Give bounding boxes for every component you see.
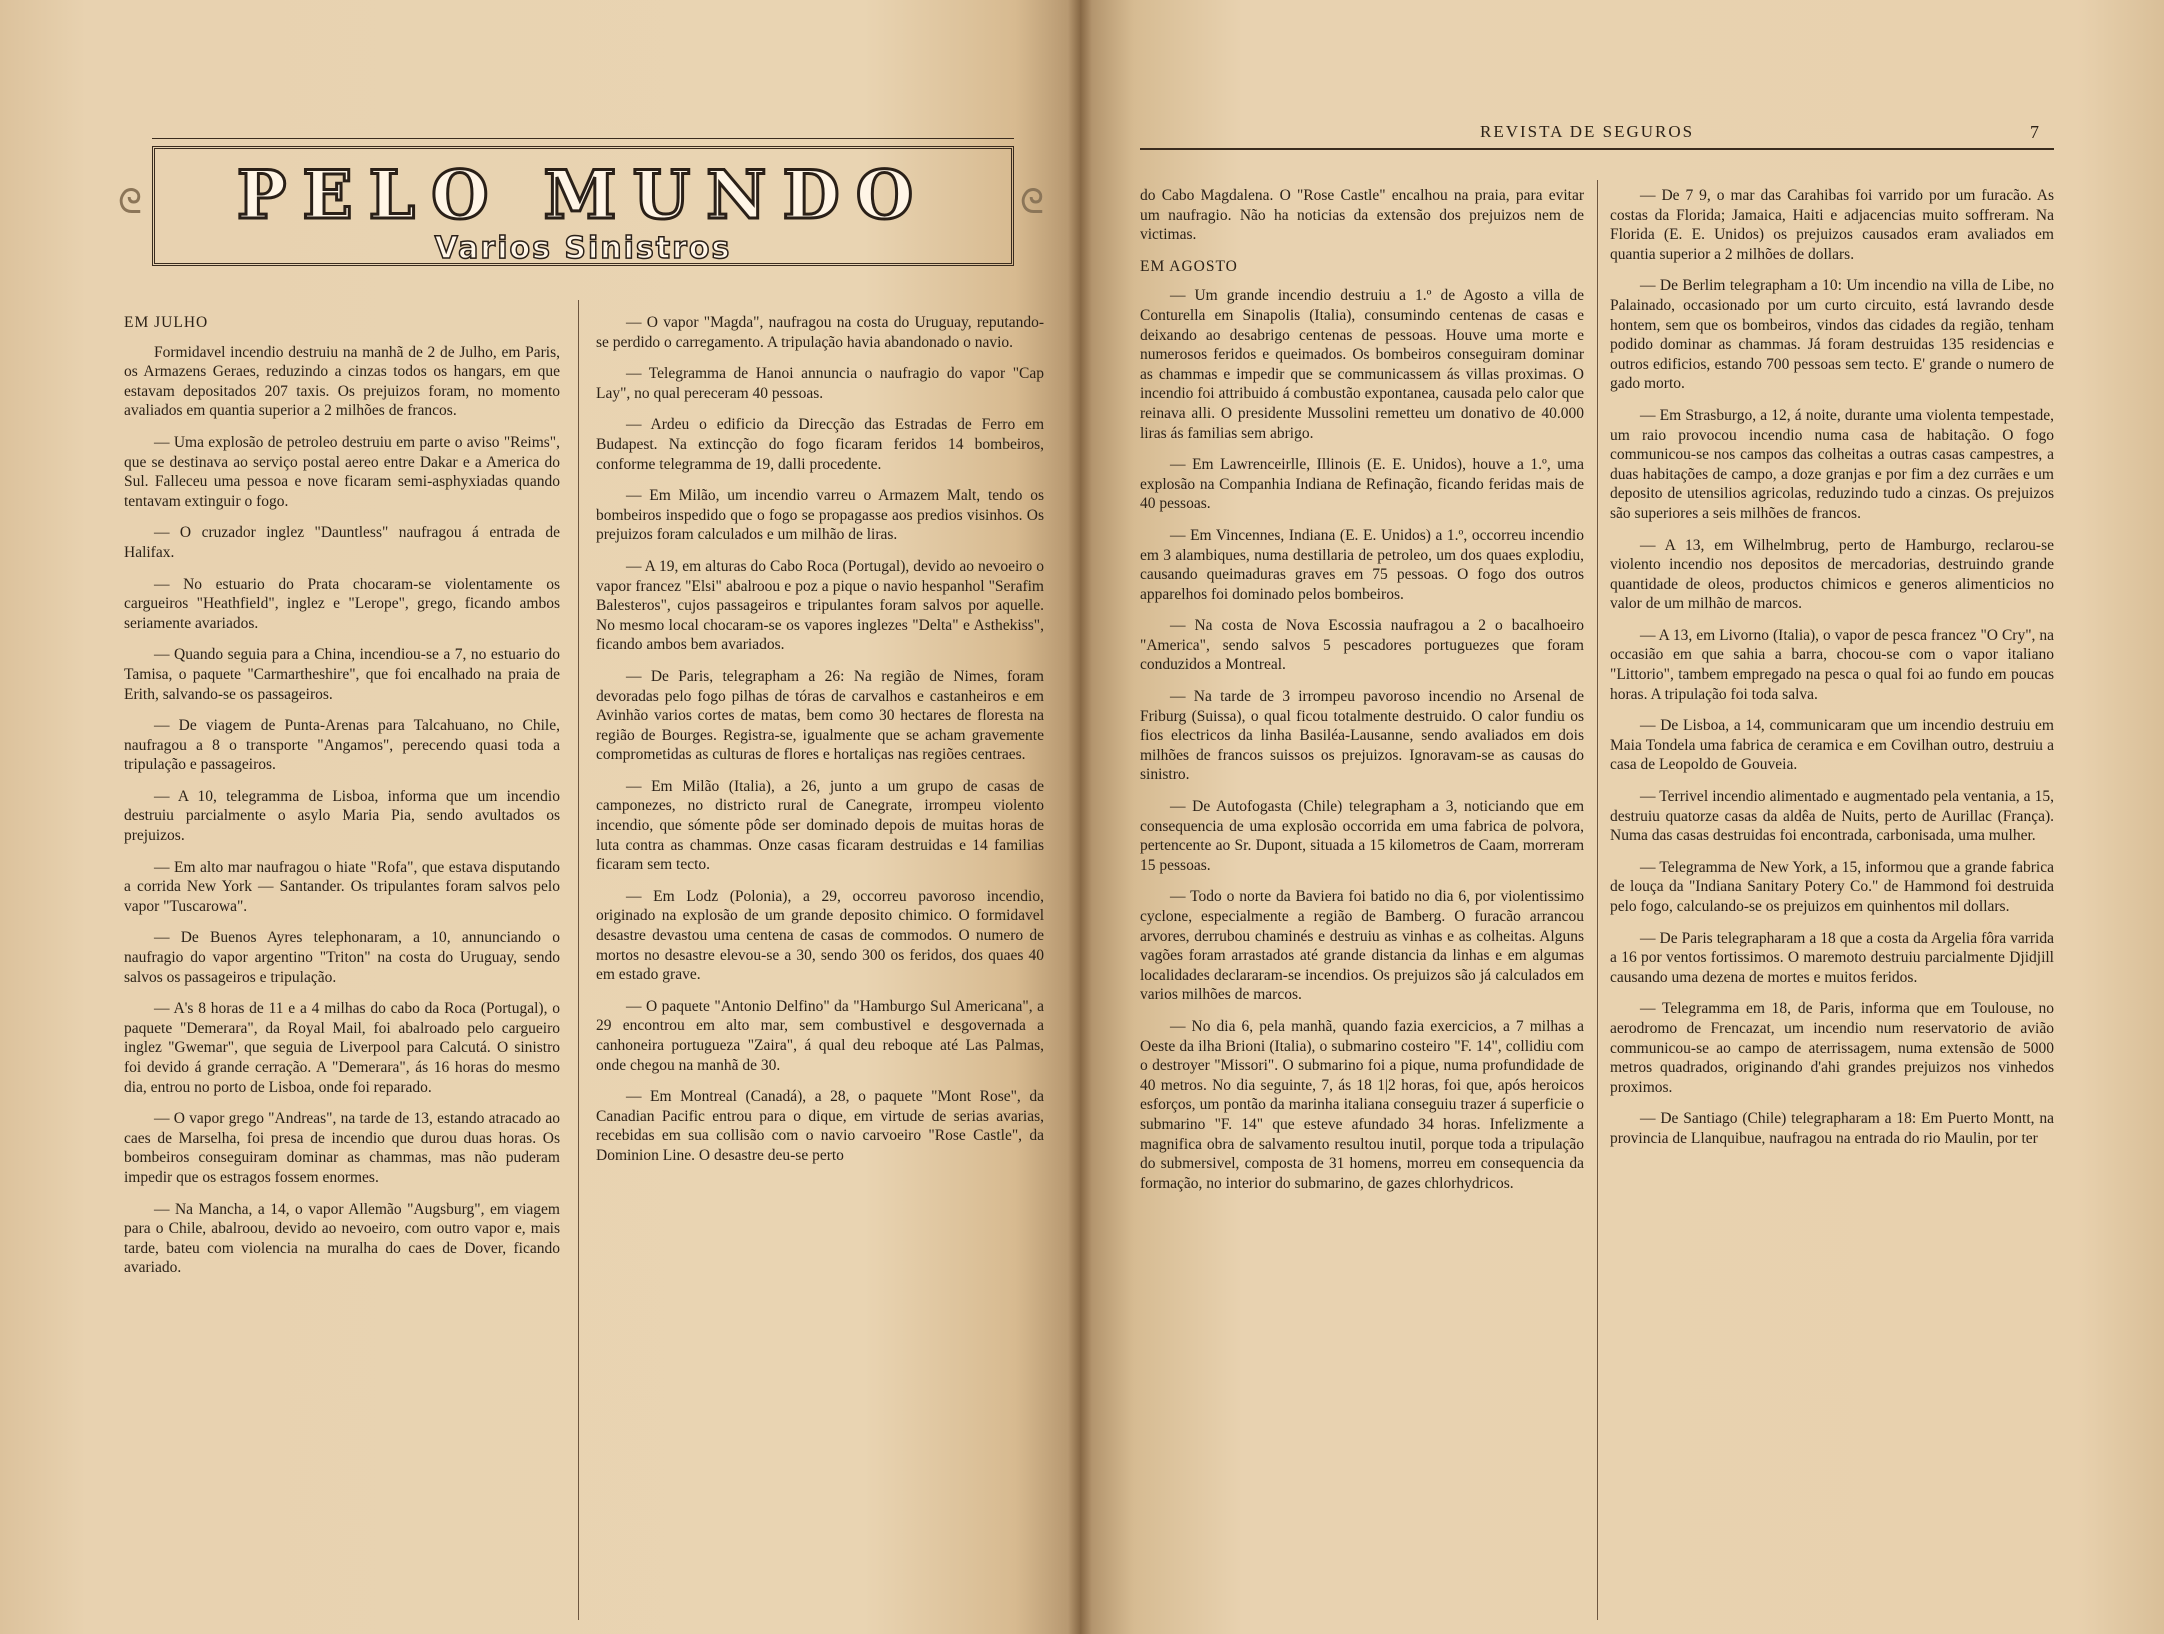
news-item: — De Lisboa, a 14, communicaram que um incendio destruiu em Maia Tondela uma fabrica de ceramica e em Covilhan outro, destruiu a casa de Leopoldo de Gouveia. <box>1610 717 2054 774</box>
right-ornament-icon: ᘓ <box>1020 182 1044 222</box>
news-item: — A's 8 horas de 11 e a 4 milhas do cabo da Roca (Portugal), o paquete "Demerara", da Royal Mail, foi abalroado pelo cargueiro inglez "Gwemar", que seguia de Liverpool para Calcutá. O sinistro foi devido á grande cerração. A "Demerara", ás 16 horas do mesmo dia, entrou no porto de Lisboa, onde foi reparado. <box>124 1000 560 1096</box>
article-list <box>1610 186 2054 1149</box>
news-item: — De Paris telegrapharam a 18 que a costa da Argelia fôra varrida a 16 por ventos fortissimos. O maremoto destruiu parcialmente Djidjill causando uma dezena de mortes e muitos feridos. <box>1610 929 2054 986</box>
news-item: — O paquete "Antonio Delfino" da "Hamburgo Sul Americana", a 29 encontrou em alto mar, sem combustivel e desgovernada a canhoneira portugueza "Zaira", á qual deu reboque até Las Palmas, onde chegou na manhã de 30. <box>596 997 1044 1074</box>
news-item: — Quando seguia para a China, incendiou-se a 7, no estuario do Tamisa, o paquete "Carmartheshire", que foi encalhado na praia de Erith, salvando-se os passageiros. <box>124 646 560 703</box>
news-item: — De Buenos Ayres telephonaram, a 10, annunciando o naufragio do vapor argentino "Triton" na costa do Uruguay, sendo salvos os passageiros e tripulação. <box>124 929 560 986</box>
news-item: — Em Lodz (Polonia), a 29, occorreu pavoroso incendio, originado na explosão de um grande deposito chimico. O formidavel desastre devastou uma centena de casas de commodos. O numero de mortos no desastre elevou-se a 30, sendo 300 os feridos, dos quaes 40 em estado grave. <box>596 887 1044 984</box>
news-item: — Na costa de Nova Escossia naufragou a 2 o bacalhoeiro "America", sendo salvos 5 pescadores portuguezes que foram conduzidos a Montreal. <box>1140 617 1584 674</box>
right-column-2 <box>1610 186 2054 1161</box>
news-item: — Todo o norte da Baviera foi batido no dia 6, por violentissimo cyclone, especialmente a região de Bamberg. O furacão arrancou arvores, derrubou chaminés e destruiu as vinhas e as colheitas. Alguns vagões foram arrastados até grande distancia da linhas e em algumas localidades declararam-se incendios. Os prejuizos são já calculados em varios milhões de marcos. <box>1140 888 1584 1004</box>
page-number: 7 <box>2030 122 2039 142</box>
column-divider <box>578 300 579 1620</box>
news-item: — Em Strasburgo, a 12, á noite, durante uma violenta tempestade, um raio provocou incendio numa casa de habitação. O fogo communicou-se nos campos das colheitas a outras casas campestres, a duas habitações de campo, a doze granjas e por fim a dez currães e um deposito de utensilios agricolas, reduzindo tudo a cinzas. Os prejuizos são superiores a seis milhões de francos. <box>1610 406 2054 522</box>
column-divider <box>1597 180 1598 1620</box>
news-item: — Em Milão (Italia), a 26, junto a um grupo de casas de camponezes, no districto rural de Canegrate, irrompeu violento incendio, que sómente pôde ser dominado depois de muitas horas de luta contra as chammas. Onze casas ficaram destruidas e 14 familias ficaram sem tecto. <box>596 777 1044 874</box>
news-item: — Um grande incendio destruiu a 1.º de Agosto a villa de Conturella em Sinapolis (Italia), consumindo centenas de casas e deixando ao desabrigo centenas de pessoas. Houve uma morte e numerosos feridos e queimados. Os bombeiros conseguiram dominar as chammas e impedir que se communicassem ás villas proximas. O incendio foi attribuido á combustão expontanea, causada pelo calor que reinava alli. O presidente Mussolini remetteu um donativo de 40.000 liras ás familias sem abrigo. <box>1140 287 1584 442</box>
news-item: — Em Lawrenceirlle, Illinois (E. E. Unidos), houve a 1.º, uma explosão na Companhia Indiana de Refinação, ficando feridas mais de 40 pessoas. <box>1140 456 1584 513</box>
news-item: — Terrivel incendio alimentado e augmentado pela ventania, a 15, destruiu quatorze casas da aldêa de Nuits, perto de Aurillac (França). Numa das casas destruidas foi encontrada, carbonisada, uma mulher. <box>1610 788 2054 845</box>
news-item: — A 19, em alturas do Cabo Roca (Portugal), devido ao nevoeiro o vapor francez "Elsi" abalroou e poz a pique o navio hespanhol "Serafim Balesteros", cujos passageiros e tripulantes foram salvos por aquelle. No mesmo local chocaram-se os vapores inglezes "Delta" e Asthekiss", ficando ambos bem avariados. <box>596 557 1044 654</box>
section-heading-august: EM AGOSTO <box>1140 257 1238 275</box>
news-item: — No estuario do Prata chocaram-se violentamente os cargueiros "Heathfield", inglez e "Lerope", grego, ficando ambos seriamente avariados. <box>124 575 560 632</box>
title-banner <box>152 146 1014 266</box>
news-item: — O cruzador inglez "Dauntless" naufragou á entrada de Halifax. <box>124 524 560 561</box>
header-rule <box>1140 148 2054 150</box>
news-item: — Telegramma de New York, a 15, informou que a grande fabrica de louça da "Indiana Sanitary Potery Co." de Hammond foi destruida pelo fogo, calculando-se os prejuizos em quinhentos mil dollars. <box>1610 858 2054 915</box>
right-column-1 <box>1140 186 1584 1205</box>
news-item: — De Paris, telegrapham a 26: Na região de Nimes, foram devoradas pelo fogo pilhas de tóras de carvalhos e castanheiros e em Avinhão varios cortes de matas, bem como 30 hectares de floresta na região de Bourges. Registra-se, igualmente que se acham gravemente comprometidas as culturas de flores e hortaliças nas regiões centraes. <box>596 667 1044 764</box>
news-item: — A 10, telegramma de Lisboa, informa que um incendio destruiu parcialmente o asylo Maria Pia, sendo avultados os prejuizos. <box>124 787 560 845</box>
news-item: — Em Vincennes, Indiana (E. E. Unidos) a 1.º, occorreu incendio em 3 alambiques, numa destillaria de petroleo, um dos quaes explodiu, causando queimaduras graves em 75 pessoas. O fogo dos outros apparelhos foi dominado pelos bombeiros. <box>1140 526 1584 603</box>
news-item: — Ardeu o edificio da Direcção das Estradas de Ferro em Budapest. Na extincção do fogo ficaram feridos 14 bombeiros, conforme telegramma de 19, dalli procedente. <box>596 416 1044 473</box>
section-heading-july: EM JULHO <box>124 314 209 331</box>
news-item: — De Berlim telegrapham a 10: Um incendio na villa de Libe, no Palainado, occasionado por um curto circuito, está lavrando desde hontem, sem que os bombeiros, vindos das cidades da região, tenham podido dominar as chammas. Já foram destruidas 135 residencias e outros edificios, estando 700 pessoas sem tecto. E' grande o numero de gado morto. <box>1610 277 2054 393</box>
left-page <box>0 0 1080 1634</box>
news-item: — Na Mancha, a 14, o vapor Allemão "Augsburg", em viagem para o Chile, abalroou, devido ao nevoeiro, com outro vapor e, mais tarde, bateu com violencia na muralha do caes de Dover, ficando avariado. <box>124 1200 560 1277</box>
article-list <box>1140 286 1584 1193</box>
news-item: — Telegramma de Hanoi annuncia o naufragio do vapor "Cap Lay", no qual pereceram 40 pessoas. <box>596 365 1044 402</box>
page-title: PELO MUNDO <box>236 156 930 234</box>
news-item: Formidavel incendio destruiu na manhã de 2 de Julho, em Paris, os Armazens Geraes, reduzindo a cinzas todos os hangars, em que estavam depositados 207 taxis. Os prejuizos foram, no momento avaliados em quantia superior a 2 milhões de francos. <box>124 343 560 420</box>
news-item: — A 13, em Wilhelmbrug, perto de Hamburgo, reclarou-se violento incendio nos depositos de mercadorias, destruindo grande quantidade de oleos, productos chimicos e generos alimenticios no valor de um milhão de marcos. <box>1610 536 2054 613</box>
news-item: — De viagem de Punta-Arenas para Talcahuano, no Chile, naufragou a 8 o transporte "Angamos", perecendo quasi toda a tripulação e passageiros. <box>124 717 560 774</box>
news-item: — O vapor "Magda", naufragou na costa do Uruguay, reputando-se perdido o carregamento. A tripulação havia abandonado o navio. <box>596 314 1044 351</box>
title-top-rule <box>152 138 1014 139</box>
news-item: — De 7 9, o mar das Carahibas foi varrido por um furacão. As costas da Florida; Jamaica, Haiti e adjacencias muito soffreram. Na Florida (E. E. Unidos) os prejuizos causados eram avaliados em quantia superior a 2 milhões de dollars. <box>1610 187 2054 263</box>
news-item: — De Autofogasta (Chile) telegrapham a 3, noticiando que em consequencia de uma explosão occorrida em uma fabrica de polvora, pertencente ao Sr. Dupont, situada a 15 kilometros de Caam, morreram 15 pessoas. <box>1140 798 1584 874</box>
article-list <box>596 313 1044 1166</box>
page-subtitle: Varios Sinistros <box>434 231 732 266</box>
news-item: — A 13, em Livorno (Italia), o vapor de pesca francez "O Cry", na occasião em que sahia a barra, chocou-se com o vapor italiano "Littorio", tambem empregado na pesca o qual foi ao fundo em poucas horas. A tripulação foi toda salva. <box>1610 626 2054 703</box>
article-list <box>124 343 560 1278</box>
continued-paragraph: do Cabo Magdalena. O "Rose Castle" encalhou na praia, para evitar um naufragio. Não ha noticias da extensão dos prejuizos nem de victimas. <box>1140 187 1584 244</box>
left-column-2 <box>596 313 1044 1178</box>
news-item: — Em Montreal (Canadá), a 28, o paquete "Mont Rose", da Canadian Pacific entrou para o dique, em virtude de serias avarias, recebidas em sua collisão com o navio carvoeiro "Rose Castle", da Dominion Line. O desastre deu-se perto <box>596 1088 1044 1164</box>
news-item: — Em Milão, um incendio varreu o Armazem Malt, tendo os bombeiros inspedido que o fogo se propagasse aos predios visinhos. Os prejuizos foram calculados e um milhão de liras. <box>596 487 1044 544</box>
news-item: — Em alto mar naufragou o hiate "Rofa", que estava disputando a corrida New York — Santander. Os tripulantes foram salvos pelo vapor "Tuscarowa". <box>124 858 560 915</box>
running-head: REVISTA DE SEGUROS <box>1480 122 1695 141</box>
left-ornament-icon: ᘓ <box>118 182 142 222</box>
book-gutter <box>1068 0 1092 1634</box>
news-item: — Telegramma em 18, de Paris, informa que em Toulouse, no aerodromo de Frencazat, um incendio num reservatorio de avião communicou-se ao campo de aterrissagem, numa extensão de 5000 metros quadrados, originando d'ahi grandes prejuizos nos vinhedos proximos. <box>1610 1000 2054 1096</box>
news-item: — Na tarde de 3 irrompeu pavoroso incendio no Arsenal de Friburg (Suissa), o qual ficou totalmente destruido. O calor fundiu os fios electricos da linha Basiléa-Lausanne, sendo avaliados em dois milhões de francos suissos os prejuizos. Ignoravam-se as causas do sinistro. <box>1140 688 1584 784</box>
news-item: — O vapor grego "Andreas", na tarde de 13, estando atracado ao caes de Marselha, foi presa de incendio que durou duas horas. Os bombeiros conseguiram dominar as chammas, mas não puderam impedir que os estragos fossem enormes. <box>124 1110 560 1186</box>
news-item: — No dia 6, pela manhã, quando fazia exercicios, a 7 milhas a Oeste da ilha Brioni (Italia), o submarino costeiro "F. 14", collidiu com o destroyer "Missori". O submarino foi a pique, numa profundidade de 40 metros. No dia seguinte, 7, ás 18 1|2 horas, foi que, após heroicos esforços, um pontão da marinha italiana conseguiu trazer á superficie o submarino "F. 14" que esteve afundado 34 horas. Infelizmente a magnifica obra de salvamento resultou inutil, porque toda a tripulação do submersivel, composta de 31 homens, morreu em consequencia da formação, no interior do submarino, de gazes chlorhydricos. <box>1140 1017 1584 1192</box>
news-item: — De Santiago (Chile) telegrapharam a 18: Em Puerto Montt, na provincia de Llanquibue, naufragou na entrada do rio Maulin, por ter <box>1610 1110 2054 1147</box>
news-item: — Uma explosão de petroleo destruiu em parte o aviso "Reims", que se destinava ao serviço postal aereo entre Dakar e a America do Sul. Falleceu uma pessoa e nove ficaram semi-asphyxiadas quando tentavam extinguir o fogo. <box>124 433 560 510</box>
left-column-1 <box>124 313 560 1290</box>
